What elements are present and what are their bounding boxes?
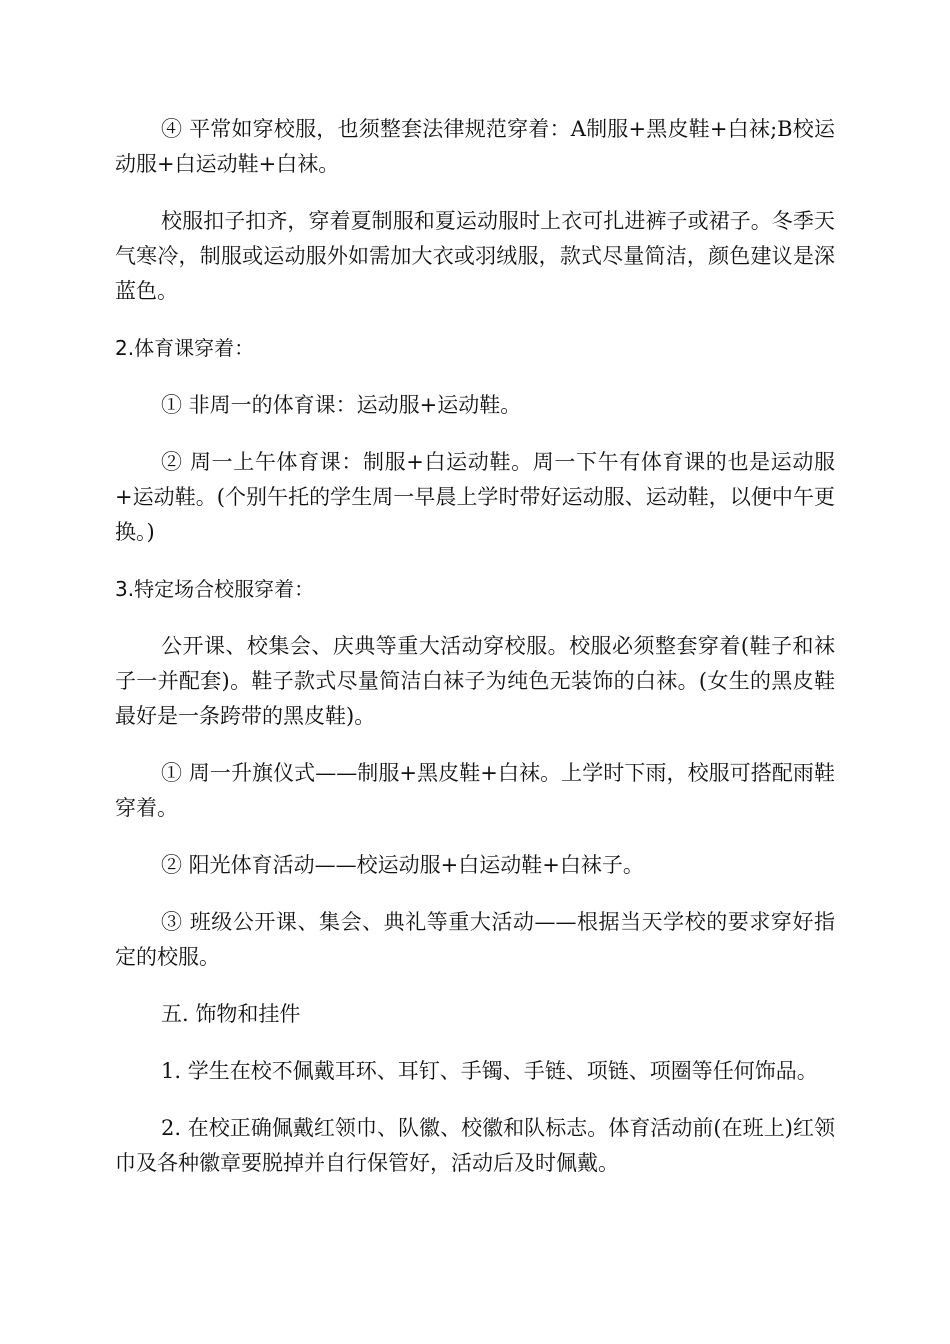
section-heading-accessories: 五. 饰物和挂件 bbox=[161, 1002, 301, 1026]
paragraph-pe-non-monday: ① 非周一的体育课：运动服+运动鞋。 bbox=[161, 393, 522, 417]
paragraph-no-jewelry: 1. 学生在校不佩戴耳环、耳钉、手镯、手链、项链、项圈等任何饰品。 bbox=[161, 1059, 818, 1083]
paragraph-uniform-daily: ④ 平常如穿校服，也须整套法律规范穿着：A制服+黑皮鞋+白袜;B校运动服+白运动鞋+白袜。 bbox=[115, 117, 835, 176]
section-heading-special-occasions: 3.特定场合校服穿着： bbox=[115, 577, 315, 601]
paragraph-flag-ceremony: ① 周一升旗仪式——制服+黑皮鞋+白袜。上学时下雨，校服可搭配雨鞋穿着。 bbox=[115, 761, 835, 820]
paragraph-badges: 2. 在校正确佩戴红领巾、队徽、校徽和队标志。体育活动前(在班上)红领巾及各种徽章要脱掉并自行保管好，活动后及时佩戴。 bbox=[115, 1116, 835, 1175]
paragraph-class-events: ③ 班级公开课、集会、典礼等重大活动——根据当天学校的要求穿好指定的校服。 bbox=[115, 910, 835, 969]
section-heading-pe-class: 2.体育课穿着： bbox=[115, 336, 255, 360]
paragraph-pe-monday: ② 周一上午体育课：制服+白运动鞋。周一下午有体育课的也是运动服+运动鞋。(个别午托的学生周一早晨上学时带好运动服、运动鞋，以便中午更换。) bbox=[115, 450, 835, 544]
paragraph-sunshine-sports: ② 阳光体育活动——校运动服+白运动鞋+白袜子。 bbox=[161, 853, 644, 877]
paragraph-special-occasions: 公开课、校集会、庆典等重大活动穿校服。校服必须整套穿着(鞋子和袜子一并配套)。鞋子款式尽量简洁白袜子为纯色无装饰的白袜。(女生的黑皮鞋最好是一条跨带的黑皮鞋)。 bbox=[115, 634, 835, 728]
paragraph-uniform-buttons: 校服扣子扣齐，穿着夏制服和夏运动服时上衣可扎进裤子或裙子。冬季天气寒冷，制服或运动服外如需加大衣或羽绒服，款式尽量简洁，颜色建议是深蓝色。 bbox=[115, 209, 835, 303]
